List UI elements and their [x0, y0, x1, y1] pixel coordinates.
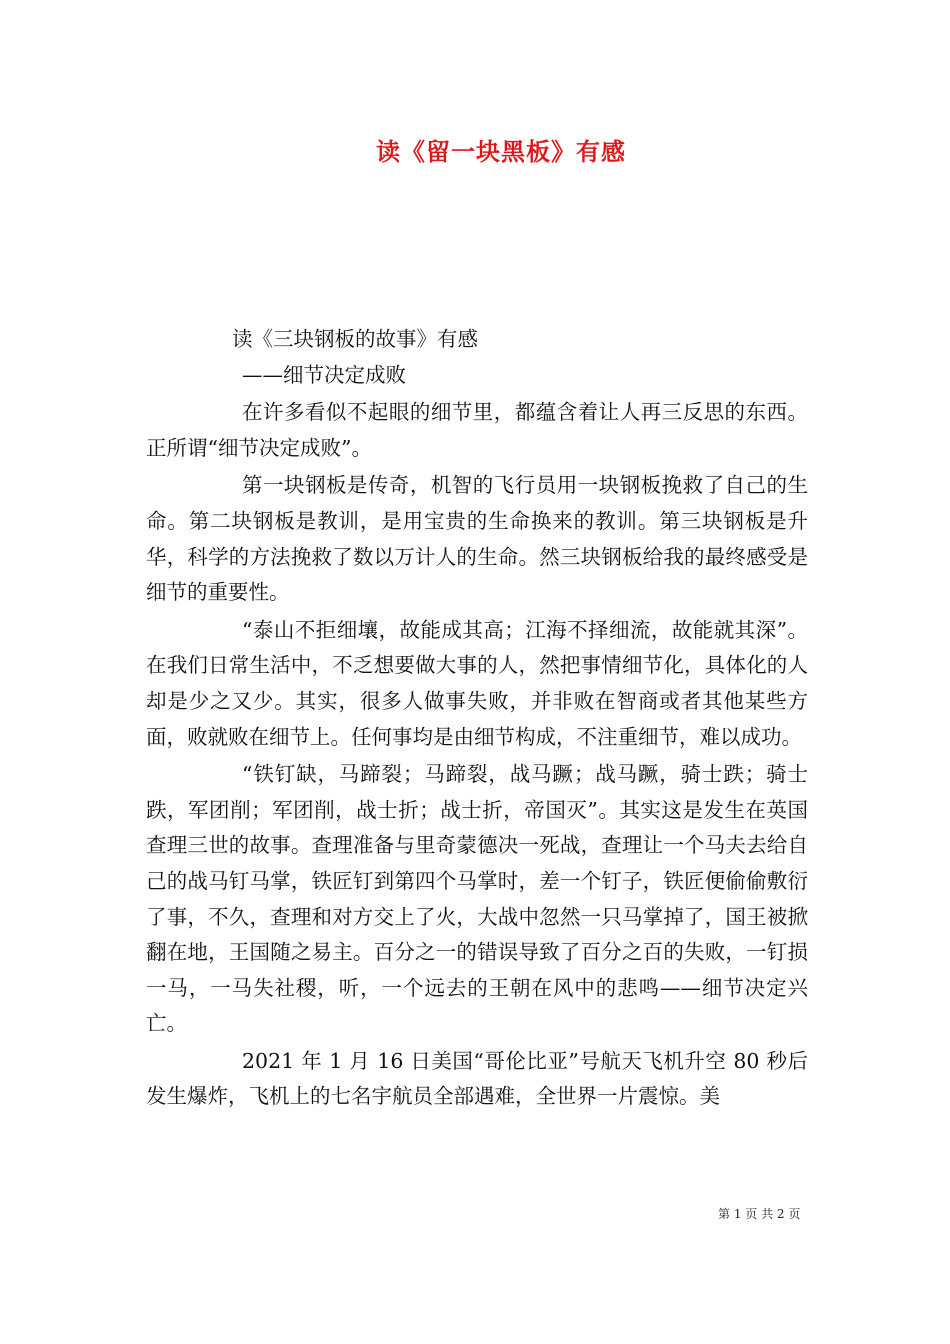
document-body: [146, 322, 808, 1115]
paragraph-1: 在许多看似不起眼的细节里，都蕴含着让人再三反思的东西。正所谓“细节决定成败”。: [146, 400, 808, 460]
paragraph-5: 2021 年 1 月 16 日美国“哥伦比亚”号航天飞机升空 80 秒后发生爆炸，飞机上的七名宇航员全部遇难，全世界一片震惊。美: [146, 1048, 808, 1109]
paragraph-4: “铁钉缺，马蹄裂；马蹄裂，战马蹶；战马蹶，骑士跌；骑士跌，军团削；军团削，战士折；战士折，帝国灭”。其实这是发生在英国查理三世的故事。查理准备与里奇蒙德决一死战，查理让一个马夫去给自己的战马钉马掌，铁匠钉到第四个马掌时，差一个钉子，铁匠便偷偷敷衍了事，不久，查理和对方交上了火，大战中忽然一只马掌掉了，国王被掀翻在地，王国随之易主。百分之一的错误导致了百分之百的失败，一钉损一马，一马失社稷，听，一个远去的王朝在风中的悲鸣——细节决定兴亡。: [146, 762, 808, 1036]
page-footer: 第 1 页 共 2 页: [718, 1207, 801, 1221]
subtitle-tagline: ——细节决定成败: [242, 362, 406, 387]
page-title: 读《留一块黑板》有感: [376, 137, 626, 166]
paragraph-3: “泰山不拒细壤，故能成其高；江海不择细流，故能就其深”。在我们日常生活中，不乏想要做大事的人，然把事情细节化，具体化的人却是少之又少。其实，很多人做事失败，并非败在智商或者其他某些方面，败就败在细节上。任何事均是由细节构成，不注重细节，难以成功。: [146, 617, 808, 749]
paragraph-2: 第一块钢板是传奇，机智的飞行员用一块钢板挽救了自己的生命。第二块钢板是教训，是用宝贵的生命换来的教训。第三块钢板是升华，科学的方法挽救了数以万计人的生命。然三块钢板给我的最终感受是细节的重要性。: [146, 473, 808, 605]
subtitle: 读《三块钢板的故事》有感: [232, 327, 478, 351]
